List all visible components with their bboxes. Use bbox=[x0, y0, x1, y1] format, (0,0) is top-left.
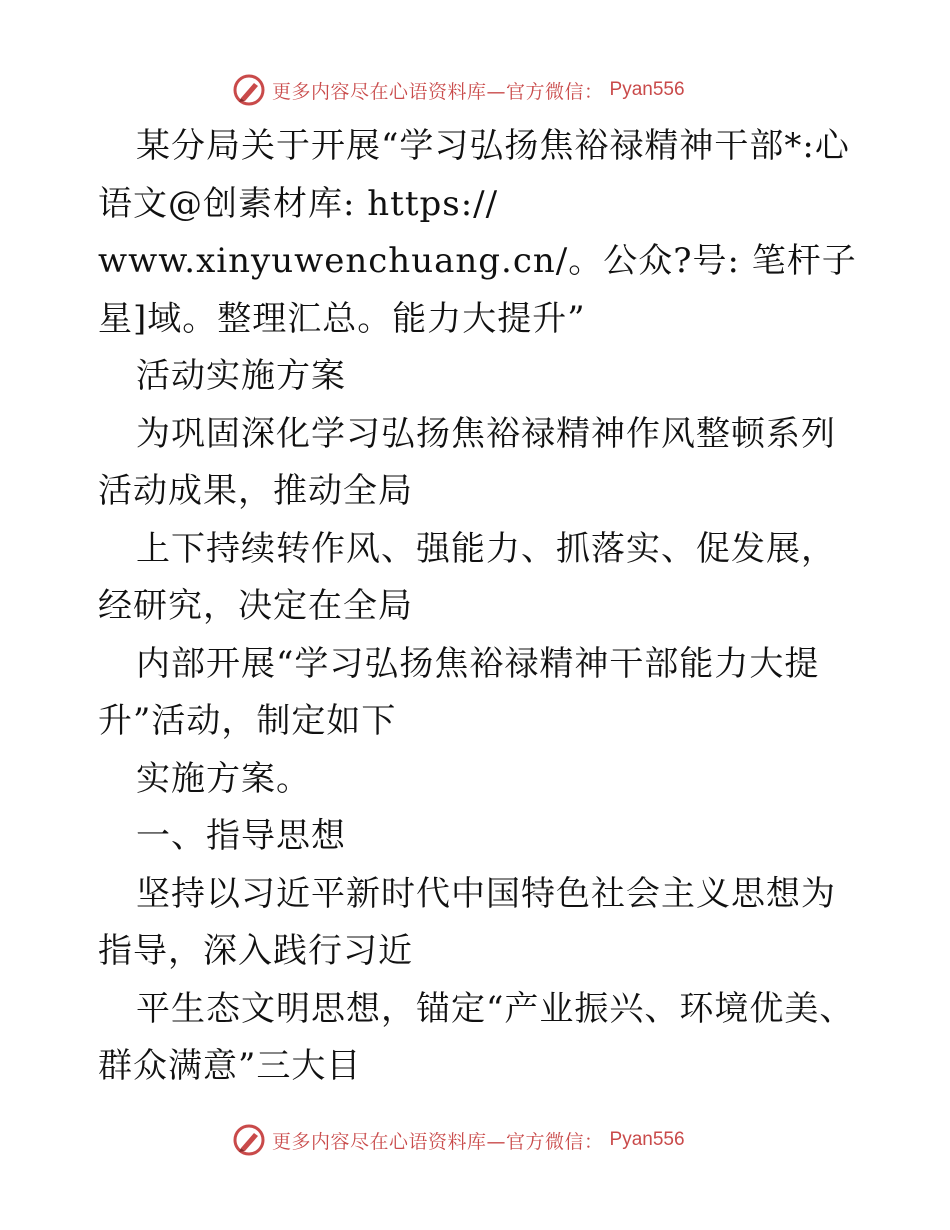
footer-banner-text: 更多内容尽在心语资料库—官方微信： bbox=[272, 1130, 604, 1153]
section-heading-guiding-ideology: 一、指导思想 bbox=[136, 816, 346, 856]
pen-logo-icon bbox=[232, 1123, 266, 1157]
document-paragraph-8: 平生态文明思想，锚定“产业振兴、环境优美、群众满意”三大目 bbox=[98, 988, 855, 1086]
document-paragraph-5: 内部开展“学习弘扬焦裕禄精神干部能力大提升”活动，制定如下 bbox=[98, 643, 820, 741]
pen-logo-icon bbox=[232, 73, 266, 107]
header-banner-text: 更多内容尽在心语资料库—官方微信： bbox=[272, 80, 604, 103]
header-wechat-id: Pyan556 bbox=[609, 79, 685, 100]
document-paragraph-6: 实施方案。 bbox=[136, 758, 311, 799]
document-paragraph-3: 为巩固深化学习弘扬焦裕禄精神作风整顿系列活动成果，推动全局 bbox=[98, 413, 836, 511]
document-paragraph-7: 坚持以习近平新时代中国特色社会主义思想为指导，深入践行习近 bbox=[98, 873, 836, 971]
header-banner bbox=[232, 72, 685, 108]
document-paragraph-1: 某分局关于开展“学习弘扬焦裕禄精神干部*:心语文@创素材库: https:// bbox=[98, 126, 850, 224]
document-paragraph-2: www.xinyuwenchuang.cn/。公众?号: 笔杆子星]域。整理汇总。能力大提升” bbox=[98, 241, 857, 339]
footer-banner bbox=[232, 1122, 685, 1158]
document-title: 活动实施方案 bbox=[136, 356, 346, 396]
document-body bbox=[98, 118, 858, 1096]
document-paragraph-4: 上下持续转作风、强能力、抓落实、促发展，经研究，决定在全局 bbox=[98, 528, 836, 626]
footer-wechat-id: Pyan556 bbox=[609, 1129, 685, 1150]
